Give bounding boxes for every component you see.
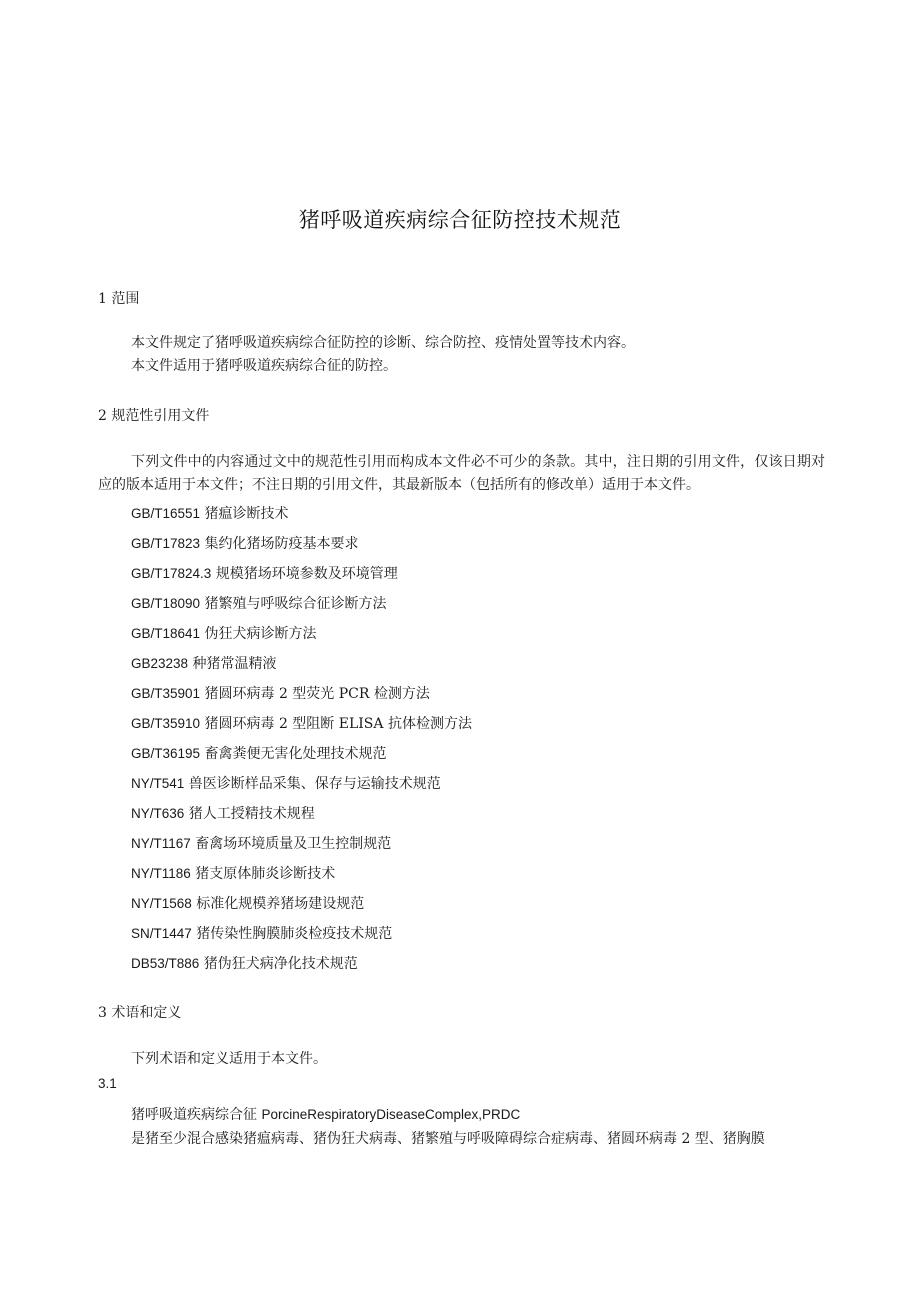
reference-code: NY/T1568: [131, 896, 192, 911]
reference-item: [131, 773, 441, 793]
term-entry: [131, 1104, 831, 1126]
reference-code: GB23238: [131, 656, 189, 671]
reference-code: GB/T17823: [131, 536, 201, 551]
reference-item: [131, 833, 391, 853]
reference-title: 猪伪狂犬病净化技术规范: [203, 956, 358, 972]
scope-paragraph-1: 本文件规定了猪呼吸道疾病综合征防控的诊断、综合防控、疫情处置等技术内容。: [131, 335, 635, 351]
scope-paragraph-2: 本文件适用于猪呼吸道疾病综合征的防控。: [131, 358, 397, 374]
reference-item: [131, 743, 387, 763]
term-definition: 是猪至少混合感染猪瘟病毒、猪伪狂犬病毒、猪繁殖与呼吸障碍综合症病毒、猪圆环病毒 2 型、猪胸膜: [131, 1131, 765, 1147]
terms-intro: 下列术语和定义适用于本文件。: [131, 1051, 327, 1067]
reference-title: 猪传染性胸膜肺炎检疫技术规范: [196, 926, 393, 942]
reference-code: NY/T1167: [131, 836, 191, 851]
reference-item: [131, 593, 387, 613]
reference-title: 猪支原体肺炎诊断技术: [195, 866, 336, 882]
reference-title: 猪人工授精技术规程: [188, 806, 315, 822]
reference-title: 集约化猪场防疫基本要求: [204, 536, 359, 552]
reference-title: 猪圆环病毒 2 型阻断 ELISA 抗体检测方法: [204, 716, 472, 732]
reference-code: GB/T16551: [131, 506, 201, 521]
reference-item: [131, 533, 359, 553]
reference-title: 猪圆环病毒 2 型荧光 PCR 检测方法: [204, 686, 430, 702]
reference-title: 伪狂犬病诊断方法: [204, 626, 317, 642]
reference-code: NY/T636: [131, 806, 185, 821]
reference-title: 猪瘟诊断技术: [204, 506, 289, 522]
normative-refs-intro: 下列文件中的内容通过文中的规范性引用而构成本文件必不可少的条款。其中，注日期的引用文件，仅该日期对应的版本适用于本文件；不注日期的引用文件，其最新版本（包括所有的修改单）适用于本文件。: [98, 454, 825, 493]
reference-item: [131, 683, 430, 703]
section-heading-scope: 1 范围: [98, 291, 140, 307]
reference-code: SN/T1447: [131, 926, 192, 941]
reference-title: 畜禽场环境质量及卫生控制规范: [195, 836, 392, 852]
reference-title: 种猪常温精液: [192, 656, 277, 672]
reference-title: 兽医诊断样品采集、保存与运输技术规范: [188, 776, 441, 792]
reference-code: GB/T17824.3: [131, 566, 212, 581]
section-heading-terms: 3 术语和定义: [98, 1005, 182, 1021]
reference-code: GB/T18641: [131, 626, 201, 641]
reference-item: [131, 953, 358, 973]
reference-item: [131, 893, 364, 913]
reference-title: 规模猪场环境参数及环境管理: [215, 566, 398, 582]
reference-code: DB53/T886: [131, 956, 200, 971]
reference-title: 猪繁殖与呼吸综合征诊断方法: [204, 596, 387, 612]
reference-item: [131, 923, 392, 943]
term-number: 3.1: [98, 1076, 117, 1091]
reference-title: 标准化规模养猪场建设规范: [196, 896, 365, 912]
reference-item: [131, 563, 398, 583]
reference-item: [131, 623, 317, 643]
reference-title: 畜禽粪便无害化处理技术规范: [204, 746, 387, 762]
reference-code: GB/T18090: [131, 596, 201, 611]
term-chinese: 猪呼吸道疾病综合征: [131, 1107, 257, 1123]
reference-code: GB/T35910: [131, 716, 201, 731]
document-title: 猪呼吸道疾病综合征防控技术规范: [298, 208, 622, 232]
term-english: PorcineRespiratoryDiseaseComplex,PRDC: [261, 1107, 521, 1122]
section-heading-normative-refs: 2 规范性引用文件: [98, 408, 210, 424]
reference-item: [131, 713, 472, 733]
reference-code: GB/T36195: [131, 746, 201, 761]
reference-code: NY/T1186: [131, 866, 191, 881]
reference-item: [131, 803, 315, 823]
reference-code: NY/T541: [131, 776, 185, 791]
reference-item: [131, 863, 335, 883]
reference-item: [131, 653, 277, 673]
reference-code: GB/T35901: [131, 686, 201, 701]
reference-item: [131, 503, 289, 523]
